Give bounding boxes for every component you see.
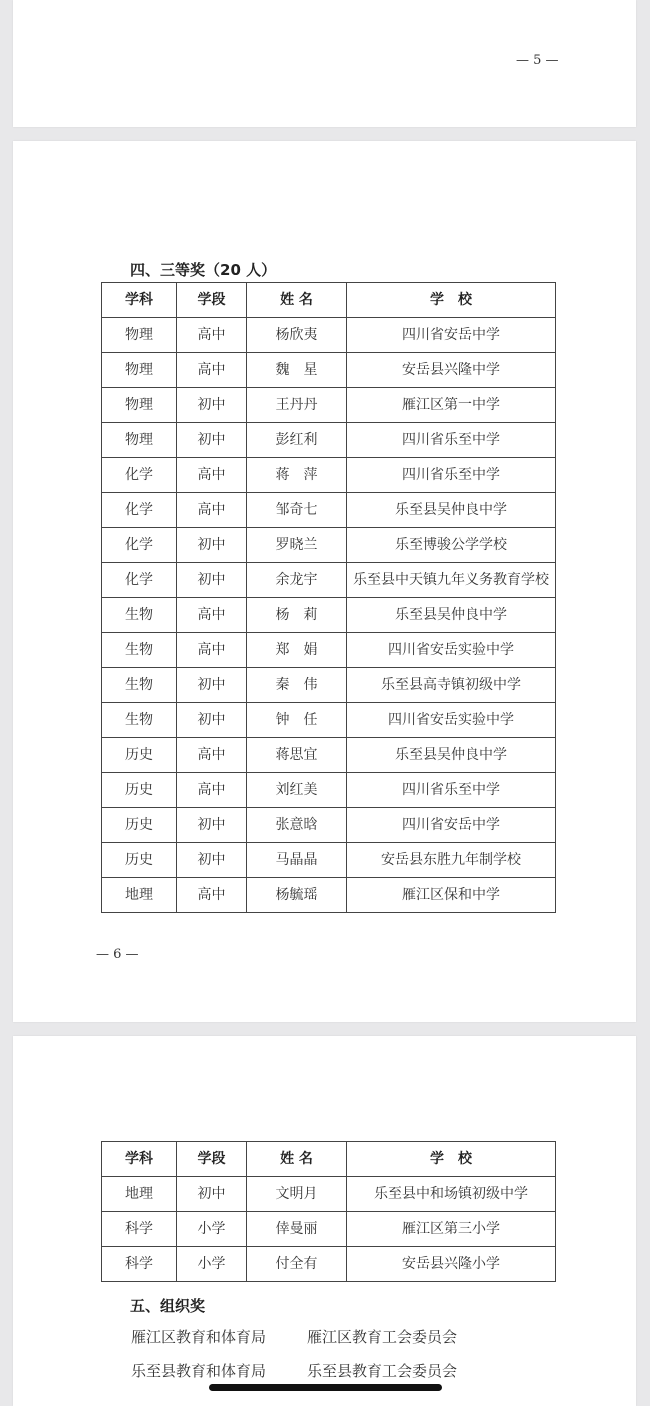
table-header-row <box>102 283 556 318</box>
table-row <box>102 318 556 353</box>
org-award-line <box>131 1326 457 1347</box>
cell-level: 初中 <box>177 843 247 878</box>
cell-name: 付全有 <box>247 1247 347 1282</box>
org-award-line <box>131 1360 457 1381</box>
cell-subject: 物理 <box>102 353 177 388</box>
cell-level: 初中 <box>177 1177 247 1212</box>
cell-name: 杨欣夷 <box>247 318 347 353</box>
table-row <box>102 1212 556 1247</box>
home-indicator-bar[interactable] <box>209 1384 442 1391</box>
cell-subject: 化学 <box>102 458 177 493</box>
header-subject: 学科 <box>102 1142 177 1177</box>
cell-school: 四川省乐至中学 <box>347 458 556 493</box>
cell-level: 高中 <box>177 773 247 808</box>
table-row <box>102 493 556 528</box>
cell-school: 四川省乐至中学 <box>347 423 556 458</box>
cell-name: 张意晗 <box>247 808 347 843</box>
cell-school: 乐至县高寺镇初级中学 <box>347 668 556 703</box>
cell-subject: 地理 <box>102 1177 177 1212</box>
table-row <box>102 703 556 738</box>
cell-school: 安岳县兴隆小学 <box>347 1247 556 1282</box>
cell-subject: 生物 <box>102 703 177 738</box>
cell-school: 乐至县吴仲良中学 <box>347 598 556 633</box>
cell-name: 杨毓瑶 <box>247 878 347 913</box>
table-row <box>102 528 556 563</box>
table-row <box>102 668 556 703</box>
table-row <box>102 1177 556 1212</box>
cell-name: 邹奇七 <box>247 493 347 528</box>
cell-school: 安岳县东胜九年制学校 <box>347 843 556 878</box>
cell-name: 王丹丹 <box>247 388 347 423</box>
cell-name: 钟 任 <box>247 703 347 738</box>
header-school: 学 校 <box>347 1142 556 1177</box>
org-name: 乐至县教育工会委员会 <box>307 1362 458 1380</box>
cell-name: 文明月 <box>247 1177 347 1212</box>
cell-subject: 化学 <box>102 493 177 528</box>
cell-level: 高中 <box>177 493 247 528</box>
cell-name: 罗晓兰 <box>247 528 347 563</box>
third-prize-table <box>101 282 556 913</box>
table-header-row <box>102 1142 556 1177</box>
cell-school: 四川省安岳实验中学 <box>347 633 556 668</box>
document-page-5 <box>13 0 636 127</box>
cell-name: 魏 星 <box>247 353 347 388</box>
cell-subject: 科学 <box>102 1212 177 1247</box>
table-row <box>102 563 556 598</box>
cell-school: 雁江区保和中学 <box>347 878 556 913</box>
cell-level: 高中 <box>177 458 247 493</box>
cell-level: 小学 <box>177 1247 247 1282</box>
table-row <box>102 843 556 878</box>
table-row <box>102 773 556 808</box>
cell-level: 初中 <box>177 808 247 843</box>
cell-subject: 历史 <box>102 808 177 843</box>
cell-school: 乐至县中和场镇初级中学 <box>347 1177 556 1212</box>
section-title-third-prize: 四、三等奖（20 人） <box>130 261 277 279</box>
cell-school: 乐至县中天镇九年义务教育学校 <box>347 563 556 598</box>
page-number: — 6 — <box>96 947 139 962</box>
page-number: — 5 — <box>516 53 559 68</box>
cell-level: 高中 <box>177 878 247 913</box>
cell-school: 雁江区第三小学 <box>347 1212 556 1247</box>
table-row <box>102 738 556 773</box>
cell-subject: 物理 <box>102 318 177 353</box>
org-name: 雁江区教育和体育局 <box>131 1328 267 1346</box>
org-name: 雁江区教育工会委员会 <box>307 1328 458 1346</box>
table-row <box>102 353 556 388</box>
cell-subject: 物理 <box>102 388 177 423</box>
header-level: 学段 <box>177 1142 247 1177</box>
org-name: 乐至县教育和体育局 <box>131 1362 267 1380</box>
cell-level: 初中 <box>177 423 247 458</box>
cell-level: 小学 <box>177 1212 247 1247</box>
cell-level: 高中 <box>177 598 247 633</box>
table-row <box>102 423 556 458</box>
cell-name: 马晶晶 <box>247 843 347 878</box>
section-title-organization-award: 五、组织奖 <box>130 1297 206 1315</box>
cell-level: 高中 <box>177 318 247 353</box>
cell-school: 四川省安岳中学 <box>347 808 556 843</box>
cell-name: 彭红利 <box>247 423 347 458</box>
cell-level: 初中 <box>177 388 247 423</box>
cell-school: 四川省安岳实验中学 <box>347 703 556 738</box>
cell-level: 初中 <box>177 703 247 738</box>
cell-school: 乐至县吴仲良中学 <box>347 738 556 773</box>
table-row <box>102 598 556 633</box>
table-row <box>102 808 556 843</box>
document-page-7 <box>13 1036 636 1406</box>
cell-school: 四川省安岳中学 <box>347 318 556 353</box>
table-row <box>102 878 556 913</box>
cell-subject: 化学 <box>102 528 177 563</box>
cell-subject: 化学 <box>102 563 177 598</box>
cell-level: 初中 <box>177 563 247 598</box>
cell-level: 高中 <box>177 633 247 668</box>
cell-subject: 物理 <box>102 423 177 458</box>
cell-school: 四川省乐至中学 <box>347 773 556 808</box>
cell-name: 蒋 萍 <box>247 458 347 493</box>
cell-name: 杨 莉 <box>247 598 347 633</box>
cell-subject: 生物 <box>102 598 177 633</box>
cell-name: 刘红美 <box>247 773 347 808</box>
header-level: 学段 <box>177 283 247 318</box>
cell-subject: 历史 <box>102 738 177 773</box>
cell-subject: 历史 <box>102 773 177 808</box>
third-prize-table-continued <box>101 1141 556 1282</box>
cell-level: 高中 <box>177 738 247 773</box>
table-row <box>102 1247 556 1282</box>
cell-name: 郑 娟 <box>247 633 347 668</box>
cell-level: 初中 <box>177 668 247 703</box>
cell-school: 乐至博骏公学学校 <box>347 528 556 563</box>
table-row <box>102 633 556 668</box>
cell-level: 初中 <box>177 528 247 563</box>
cell-subject: 地理 <box>102 878 177 913</box>
cell-name: 蒋思宜 <box>247 738 347 773</box>
cell-level: 高中 <box>177 353 247 388</box>
table-row <box>102 458 556 493</box>
header-school: 学 校 <box>347 283 556 318</box>
cell-name: 余龙宇 <box>247 563 347 598</box>
cell-school: 乐至县吴仲良中学 <box>347 493 556 528</box>
header-name: 姓 名 <box>247 283 347 318</box>
header-name: 姓 名 <box>247 1142 347 1177</box>
cell-name: 秦 伟 <box>247 668 347 703</box>
cell-subject: 历史 <box>102 843 177 878</box>
cell-subject: 生物 <box>102 668 177 703</box>
header-subject: 学科 <box>102 283 177 318</box>
table-row <box>102 388 556 423</box>
document-page-6 <box>13 141 636 1022</box>
cell-school: 安岳县兴隆中学 <box>347 353 556 388</box>
cell-name: 倖曼丽 <box>247 1212 347 1247</box>
cell-subject: 生物 <box>102 633 177 668</box>
cell-subject: 科学 <box>102 1247 177 1282</box>
cell-school: 雁江区第一中学 <box>347 388 556 423</box>
